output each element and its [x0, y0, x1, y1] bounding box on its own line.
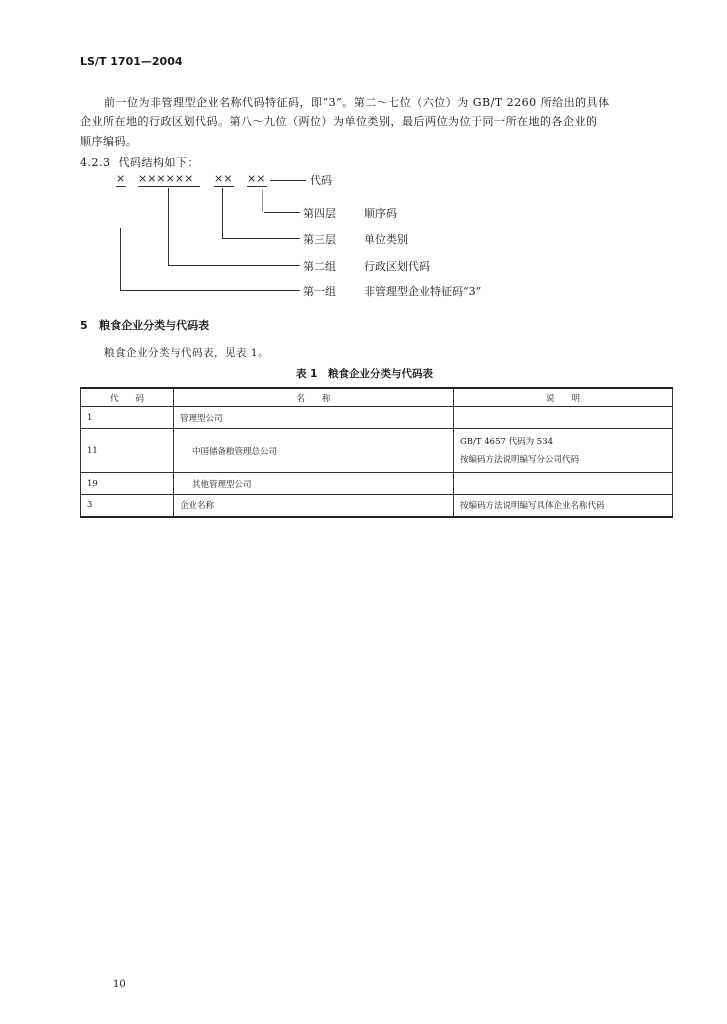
- row-name: 其他管理型公司: [174, 473, 454, 495]
- section-5-text: 粮食企业分类与代码表，见表 1。: [104, 347, 270, 359]
- row-code: 3: [81, 495, 174, 517]
- table-row: [81, 429, 673, 473]
- section-4-2-3-heading: [80, 154, 199, 170]
- intro-line-3: 顺序编码。: [80, 135, 138, 148]
- section-title: 代码结构如下：: [118, 156, 199, 169]
- row-name: 企业名称: [174, 495, 454, 517]
- standard-code-header: LS/T 1701—2004: [80, 55, 183, 68]
- classification-table: [80, 387, 673, 518]
- pattern-segment-4: ××: [247, 172, 266, 185]
- row-note: [454, 407, 673, 429]
- level-2-layer: 第二组: [303, 260, 336, 273]
- note-line-1: GB/T 4657 代码为 534: [460, 436, 554, 447]
- header-note: 说 明: [454, 388, 673, 407]
- level-1-desc: 非管理型企业特征码“3”: [364, 285, 482, 298]
- pattern-segment-3: ××: [214, 172, 233, 185]
- level-3-layer: 第三层: [303, 233, 336, 246]
- row-name: 中国储备粮管理总公司: [174, 429, 454, 473]
- level-4-desc: 顺序码: [364, 207, 397, 220]
- table-header-row: [81, 388, 673, 407]
- section-title: 粮食企业分类与代码表: [99, 319, 210, 332]
- level-3-desc: 单位类别: [364, 233, 408, 246]
- level-1-layer: 第一组: [303, 285, 336, 298]
- row-name: 管理型公司: [174, 407, 454, 429]
- row-code: 11: [81, 429, 174, 473]
- pattern-segment-1: ×: [116, 172, 126, 185]
- row-code: 19: [81, 473, 174, 495]
- table-row: [81, 495, 673, 517]
- code-label: 代码: [310, 174, 332, 187]
- intro-line-1: 前一位为非管理型企业名称代码特征码，即“3”。第二～七位（六位）为 GB/T 2260 所给出的具体: [104, 96, 610, 109]
- section-5-heading: [80, 317, 209, 333]
- level-4-layer: 第四层: [303, 207, 336, 220]
- row-note: 按编码方法说明编写具体企业名称代码: [454, 495, 673, 517]
- table-row: [81, 473, 673, 495]
- table-row: [81, 407, 673, 429]
- table-caption: 表 1 粮食企业分类与代码表: [296, 368, 433, 380]
- row-note: [454, 429, 673, 473]
- section-number: 5: [80, 319, 88, 332]
- section-number: 4.2.3: [80, 156, 111, 169]
- header-code: 代 码: [81, 388, 174, 407]
- level-2-desc: 行政区划代码: [364, 260, 430, 273]
- note-line-2: 按编码方法说明编写分公司代码: [460, 454, 580, 465]
- header-name: 名 称: [174, 388, 454, 407]
- row-note: [454, 473, 673, 495]
- pattern-segment-2: ××××××: [138, 172, 194, 185]
- row-code: 1: [81, 407, 174, 429]
- page-number: 10: [113, 979, 126, 990]
- intro-line-2: 企业所在地的行政区划代码。第八～九位（两位）为单位类别，最后两位为位于同一所在地的各企业的: [80, 115, 598, 128]
